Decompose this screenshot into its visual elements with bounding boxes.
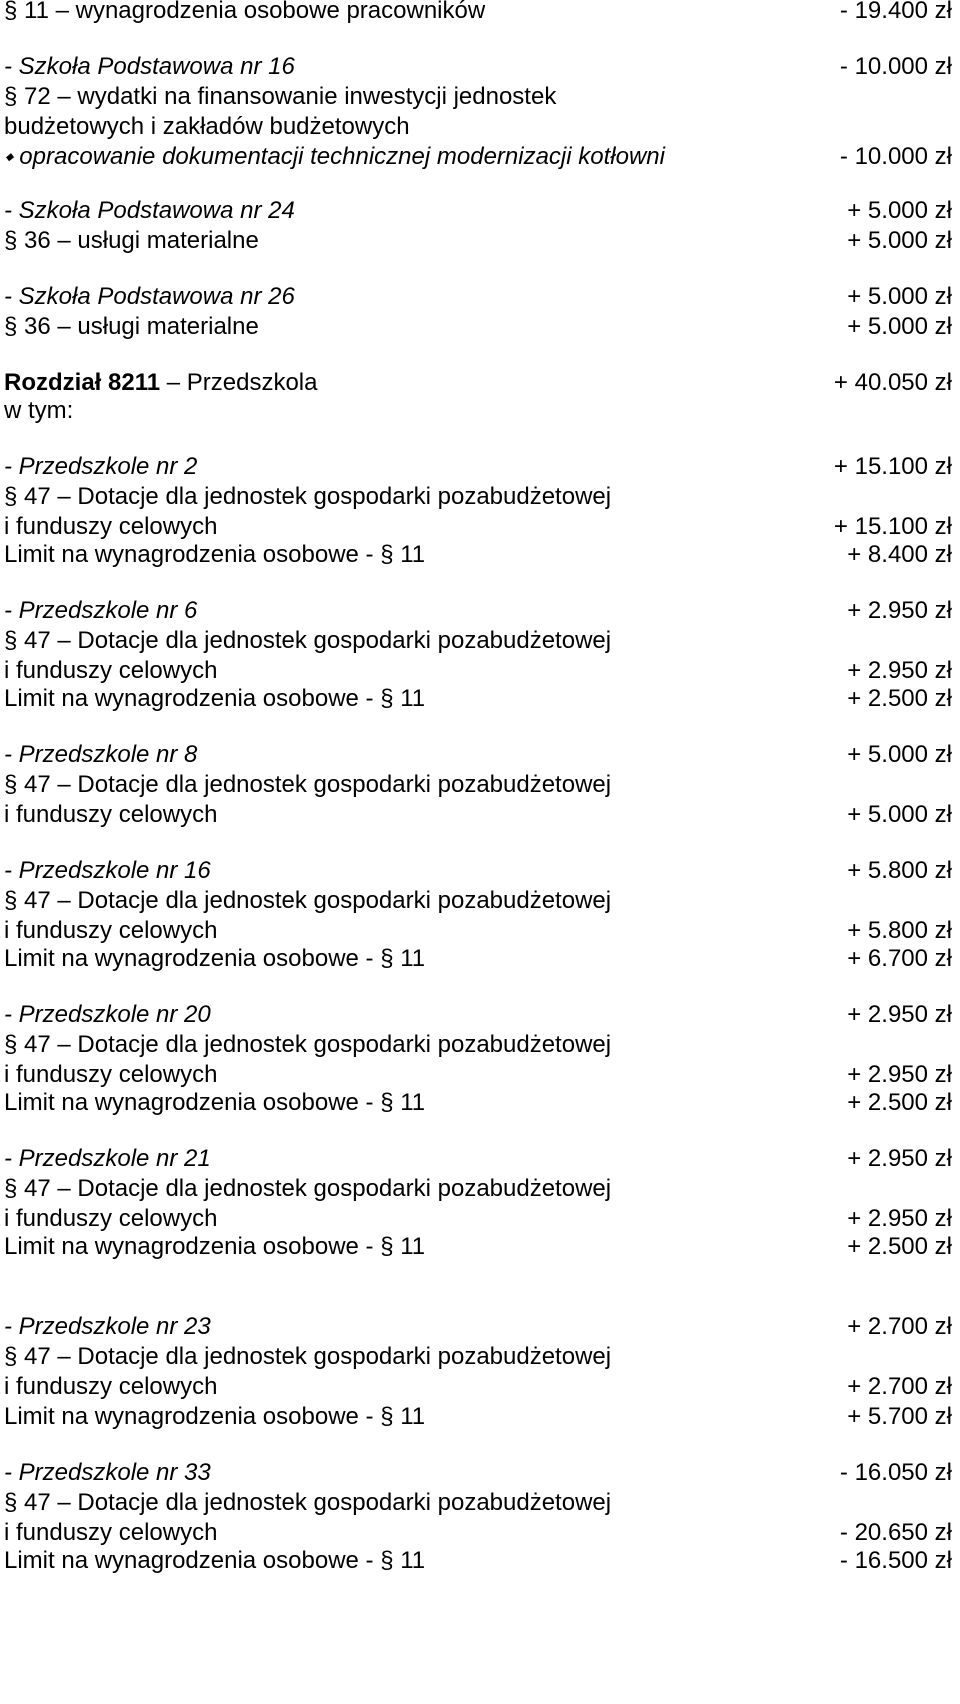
line-amount: + 2.950 zł — [847, 657, 952, 684]
line-funduszy-celowych — [4, 1518, 952, 1548]
line-label: - Szkoła Podstawowa nr 26 — [4, 283, 295, 310]
line-label: i funduszy celowych — [4, 917, 218, 944]
line-amount: - 10.000 zł — [839, 53, 952, 80]
line-funduszy-celowych — [4, 512, 952, 542]
line-label: - Przedszkole nr 23 — [4, 1313, 211, 1340]
line-label: - Przedszkole nr 16 — [4, 857, 211, 884]
line-label: - Szkoła Podstawowa nr 16 — [4, 53, 295, 80]
line-przedszkole-16 — [4, 856, 952, 886]
line-amount: + 2.500 zł — [847, 1233, 952, 1260]
line-rozdzial-8211 — [4, 368, 952, 398]
line-amount: + 8.400 zł — [847, 541, 952, 568]
line-limit-wynagrodzenia — [4, 944, 952, 974]
line-amount: + 5.800 zł — [847, 857, 952, 884]
line-label: - Przedszkole nr 20 — [4, 1001, 211, 1028]
line-amount: + 6.700 zł — [847, 945, 952, 972]
line-amount: + 15.100 zł — [833, 513, 952, 540]
line-dokumentacja-kotlowni — [4, 142, 952, 172]
line-amount: + 5.000 zł — [847, 227, 952, 254]
line-label: § 47 – Dotacje dla jednostek gospodarki pozabudżetowej — [4, 1489, 612, 1516]
line-label: - Przedszkole nr 33 — [4, 1459, 211, 1486]
line-funduszy-celowych — [4, 1204, 952, 1234]
line-limit-wynagrodzenia — [4, 1232, 952, 1262]
line-funduszy-celowych — [4, 800, 952, 830]
line-label: ⬩ opracowanie dokumentacji technicznej modernizacji kotłowni — [4, 143, 665, 170]
line-amount: - 16.050 zł — [839, 1459, 952, 1486]
line-label: budżetowych i zakładów budżetowych — [4, 113, 410, 140]
line-par47 — [4, 1030, 952, 1060]
line-label: i funduszy celowych — [4, 1205, 218, 1232]
line-amount: + 2.950 zł — [847, 1001, 952, 1028]
line-przedszkole-20 — [4, 1000, 952, 1030]
line-label: - Szkoła Podstawowa nr 24 — [4, 197, 295, 224]
line-par47 — [4, 1174, 952, 1204]
line-label: § 47 – Dotacje dla jednostek gospodarki pozabudżetowej — [4, 1031, 612, 1058]
line-par36 — [4, 226, 952, 256]
line-limit-wynagrodzenia — [4, 1402, 952, 1432]
line-label: i funduszy celowych — [4, 1373, 218, 1400]
line-label: § 47 – Dotacje dla jednostek gospodarki pozabudżetowej — [4, 1343, 612, 1370]
line-amount: + 5.000 zł — [847, 801, 952, 828]
line-par47 — [4, 626, 952, 656]
line-przedszkole-21 — [4, 1144, 952, 1174]
line-par72 — [4, 82, 952, 112]
line-label: i funduszy celowych — [4, 513, 218, 540]
line-amount: + 2.500 zł — [847, 685, 952, 712]
line-przedszkole-8 — [4, 740, 952, 770]
line-label: i funduszy celowych — [4, 1061, 218, 1088]
line-label: § 47 – Dotacje dla jednostek gospodarki pozabudżetowej — [4, 483, 612, 510]
line-przedszkole-6 — [4, 596, 952, 626]
line-funduszy-celowych — [4, 1060, 952, 1090]
line-amount: + 15.100 zł — [833, 453, 952, 480]
line-amount: - 10.000 zł — [839, 143, 952, 170]
line-amount: + 2.700 zł — [847, 1373, 952, 1400]
line-label: Limit na wynagrodzenia osobowe - § 11 — [4, 541, 426, 568]
line-par47 — [4, 770, 952, 800]
line-szkola-26 — [4, 282, 952, 312]
line-label: i funduszy celowych — [4, 1519, 218, 1546]
line-szkola-24 — [4, 196, 952, 226]
line-label: § 47 – Dotacje dla jednostek gospodarki pozabudżetowej — [4, 1175, 612, 1202]
line-szkola-16 — [4, 52, 952, 82]
line-amount: - 19.400 zł — [839, 0, 952, 24]
line-label: – Przedszkola — [160, 369, 318, 396]
line-przedszkole-33 — [4, 1458, 952, 1488]
line-label: § 47 – Dotacje dla jednostek gospodarki pozabudżetowej — [4, 627, 612, 654]
line-par36 — [4, 312, 952, 342]
line-amount: + 5.000 zł — [847, 741, 952, 768]
line-label: § 36 – usługi materialne — [4, 227, 259, 254]
line-label: § 36 – usługi materialne — [4, 313, 259, 340]
section-heading: Rozdział 8211 — [4, 369, 161, 396]
line-label: - Przedszkole nr 8 — [4, 741, 198, 768]
line-limit-wynagrodzenia — [4, 540, 952, 570]
line-label: Limit na wynagrodzenia osobowe - § 11 — [4, 1403, 426, 1430]
line-amount: + 2.950 zł — [847, 1061, 952, 1088]
line-par72-cont — [4, 112, 952, 142]
line-w-tym — [4, 396, 952, 426]
line-label: w tym: — [4, 397, 74, 424]
line-amount: + 2.950 zł — [847, 1145, 952, 1172]
line-amount: + 2.500 zł — [847, 1089, 952, 1116]
line-limit-wynagrodzenia — [4, 684, 952, 714]
line-amount: + 5.800 zł — [847, 917, 952, 944]
line-limit-wynagrodzenia — [4, 1088, 952, 1118]
line-amount: - 20.650 zł — [839, 1519, 952, 1546]
line-label: - Przedszkole nr 6 — [4, 597, 198, 624]
line-amount: + 5.000 zł — [847, 283, 952, 310]
line-amount: - 16.500 zł — [839, 1547, 952, 1574]
line-label: i funduszy celowych — [4, 657, 218, 684]
line-przedszkole-23 — [4, 1312, 952, 1342]
line-par47 — [4, 1488, 952, 1518]
line-label: Limit na wynagrodzenia osobowe - § 11 — [4, 1233, 426, 1260]
line-amount: + 5.000 zł — [847, 197, 952, 224]
line-par47 — [4, 886, 952, 916]
line-amount: + 5.000 zł — [847, 313, 952, 340]
line-label: Limit na wynagrodzenia osobowe - § 11 — [4, 945, 426, 972]
line-label: § 11 – wynagrodzenia osobowe pracowników — [4, 0, 486, 24]
line-label: Limit na wynagrodzenia osobowe - § 11 — [4, 1089, 426, 1116]
line-par47 — [4, 1342, 952, 1372]
line-limit-wynagrodzenia — [4, 1546, 952, 1576]
line-label: - Przedszkole nr 2 — [4, 453, 198, 480]
line-przedszkole-2 — [4, 452, 952, 482]
line-label: i funduszy celowych — [4, 801, 218, 828]
line-amount: + 5.700 zł — [847, 1403, 952, 1430]
line-label: § 47 – Dotacje dla jednostek gospodarki pozabudżetowej — [4, 771, 612, 798]
line-par47 — [4, 482, 952, 512]
line-label: § 72 – wydatki na finansowanie inwestycji jednostek — [4, 83, 557, 110]
line-label: Limit na wynagrodzenia osobowe - § 11 — [4, 685, 426, 712]
line-funduszy-celowych — [4, 656, 952, 686]
line-amount: + 40.050 zł — [833, 369, 952, 396]
line-amount: + 2.950 zł — [847, 1205, 952, 1232]
line-amount: + 2.700 zł — [847, 1313, 952, 1340]
line-funduszy-celowych — [4, 1372, 952, 1402]
line-par11-wynagrodzenia — [4, 0, 952, 26]
line-label: § 47 – Dotacje dla jednostek gospodarki pozabudżetowej — [4, 887, 612, 914]
line-label: Limit na wynagrodzenia osobowe - § 11 — [4, 1547, 426, 1574]
line-label: - Przedszkole nr 21 — [4, 1145, 211, 1172]
line-amount: + 2.950 zł — [847, 597, 952, 624]
line-funduszy-celowych — [4, 916, 952, 946]
